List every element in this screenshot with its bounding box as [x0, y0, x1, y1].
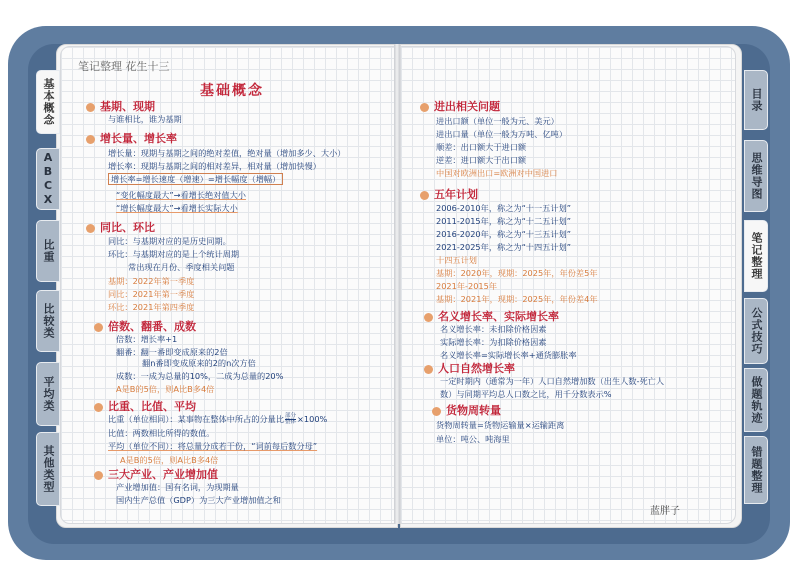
left-page-title: 基础概念 — [200, 83, 264, 99]
note-line: 货物周转量=货物运输量×运输距离 — [436, 420, 565, 430]
bullet-dot-icon — [432, 407, 441, 416]
note-line: 同比：与基期对应的是历史同期。 — [108, 236, 231, 246]
note-line: 进出口额（单位一般为元、美元） — [436, 116, 559, 126]
note-line: “增长幅度最大”→看增长实际大小 — [116, 203, 238, 213]
section-heading: 货物周转量 — [432, 402, 501, 418]
bullet-dot-icon — [86, 135, 95, 144]
note-line: 平均（单位不同）：将总量分成若干份，“词前每后数分母” — [108, 441, 318, 451]
note-line: 环比：与基期对应的是上个统计周期 — [108, 249, 240, 259]
note-line: 增长率：现期与基期之间的相对差异，相对量（增加快慢） — [108, 161, 321, 171]
note-line: 翻n番即变成原来的2的n次方倍 — [142, 358, 256, 368]
tab-comparison[interactable]: 比较类 — [36, 290, 60, 352]
note-line: 产业增加值：国有名词，为现期量 — [116, 482, 239, 492]
note-line: 十四五计划 — [436, 255, 477, 265]
note-line: A是B的5倍，则A比B多4倍 — [120, 455, 219, 465]
signature: 蓝胖子 — [650, 506, 680, 517]
tab-proportion[interactable]: 比重 — [36, 220, 60, 282]
note-line: 数）与同期平均总人口数之比，用千分数表示% — [440, 389, 612, 399]
note-line: 倍数：增长率+1 — [116, 334, 178, 344]
note-line: 增长率=增长速度（增速）=增长幅度（增幅） — [108, 174, 283, 185]
note-line: 基期：2020年，现期：2025年，年份差5年 — [436, 268, 598, 278]
note-line: 比重（单位相同）：某事物在整体中所占的分量比 $\frac{\text{部分}}{\text{整体}}\times 100\%$ — [108, 413, 328, 425]
note-line: 2021年-2015年 — [436, 281, 498, 291]
bullet-dot-icon — [420, 103, 429, 112]
tab-practice[interactable]: 做题轨迹 — [744, 368, 768, 432]
note-line: 与谁相比，谁为基期 — [108, 114, 182, 124]
note-line: 国内生产总值（GDP）为三大产业增加值之和 — [116, 495, 281, 505]
section-heading: 五年计划 — [420, 186, 478, 202]
tab-mistakes[interactable]: 错题整理 — [744, 436, 768, 504]
section-heading: 人口自然增长率 — [424, 360, 515, 376]
tab-average[interactable]: 平均类 — [36, 362, 60, 426]
note-line: 2021-2025年，称之为“十四五计划” — [436, 242, 571, 252]
section-heading: 基期、现期 — [86, 98, 155, 114]
note-line: 常出现在月份、季度相关问题 — [128, 262, 235, 272]
bullet-dot-icon — [424, 365, 433, 374]
note-line: “变化幅度最大”→看增长绝对值大小 — [116, 190, 246, 200]
tab-basic-concepts[interactable]: 基本概念 — [36, 70, 60, 134]
note-line: 顺差：出口额大于进口额 — [436, 142, 527, 152]
note-line: 单位：吨公、吨海里 — [436, 434, 510, 444]
tab-other-types[interactable]: 其他类型 — [36, 432, 60, 506]
note-line: 比值：两数相比所得的数值。 — [108, 428, 215, 438]
section-heading: 增长量、增长率 — [86, 130, 177, 146]
tab-mind-map[interactable]: 思维导图 — [744, 140, 768, 212]
fraction: $\frac{\text{部分}}{\text{整体}}$ — [285, 413, 297, 425]
tab-abcx[interactable]: ABCX — [36, 148, 60, 210]
note-line: A是B的5倍，则A比B多4倍 — [116, 384, 215, 394]
note-line: 逆差：进口额大于出口额 — [436, 155, 527, 165]
note-line: 实际增长率：为扣除价格因素 — [440, 337, 547, 347]
bullet-dot-icon — [420, 191, 429, 200]
note-line: 环比：2021年第四季度 — [108, 302, 195, 312]
note-line: 增长量：现期与基期之间的绝对差值，绝对量（增加多少、大小） — [108, 148, 346, 158]
note-line: 2011-2015年，称之为“十二五计划” — [436, 216, 571, 226]
section-heading: 进出相关问题 — [420, 98, 500, 114]
section-heading: 同比、环比 — [86, 219, 155, 235]
bullet-dot-icon — [86, 224, 95, 233]
bullet-dot-icon — [94, 403, 103, 412]
note-line: 一定时期内（通常为一年）人口自然增加数（出生人数-死亡人 — [440, 376, 665, 386]
note-line: 2006-2010年，称之为“十一五计划” — [436, 203, 571, 213]
note-line: 2016-2020年，称之为“十三五计划” — [436, 229, 571, 239]
note-line: 基期：2021年，现期：2025年，年份差4年 — [436, 294, 598, 304]
note-line: 名义增长率=实际增长率+通货膨胀率 — [440, 350, 577, 360]
note-line: 同比：2021年第一季度 — [108, 289, 195, 299]
bullet-dot-icon — [86, 103, 95, 112]
header-title: 笔记整理 花生十三 — [78, 60, 170, 73]
section-heading: 倍数、翻番、成数 — [94, 318, 196, 334]
note-line: 基期：2022年第一季度 — [108, 276, 195, 286]
tab-notes[interactable]: 笔记整理 — [744, 220, 768, 292]
bullet-dot-icon — [94, 471, 103, 480]
section-heading: 三大产业、产业增加值 — [94, 466, 218, 482]
bullet-dot-icon — [424, 313, 433, 322]
note-line: 名义增长率：未扣除价格因素 — [440, 324, 547, 334]
section-heading: 比重、比值、平均 — [94, 398, 196, 414]
note-line: 翻番：翻一番即变成原来的2倍 — [116, 347, 228, 357]
section-heading: 名义增长率、实际增长率 — [424, 308, 559, 324]
note-line: 进出口量（单位一般为万吨、亿吨） — [436, 129, 568, 139]
note-line: 成数：一成为总量的10%，二成为总量的20% — [116, 371, 284, 381]
bullet-dot-icon — [94, 323, 103, 332]
spine — [394, 44, 400, 524]
note-line: 中国对欧洲出口=欧洲对中国进口 — [436, 168, 558, 178]
tab-contents[interactable]: 目录 — [744, 70, 768, 130]
tab-formulas[interactable]: 公式技巧 — [744, 298, 768, 364]
